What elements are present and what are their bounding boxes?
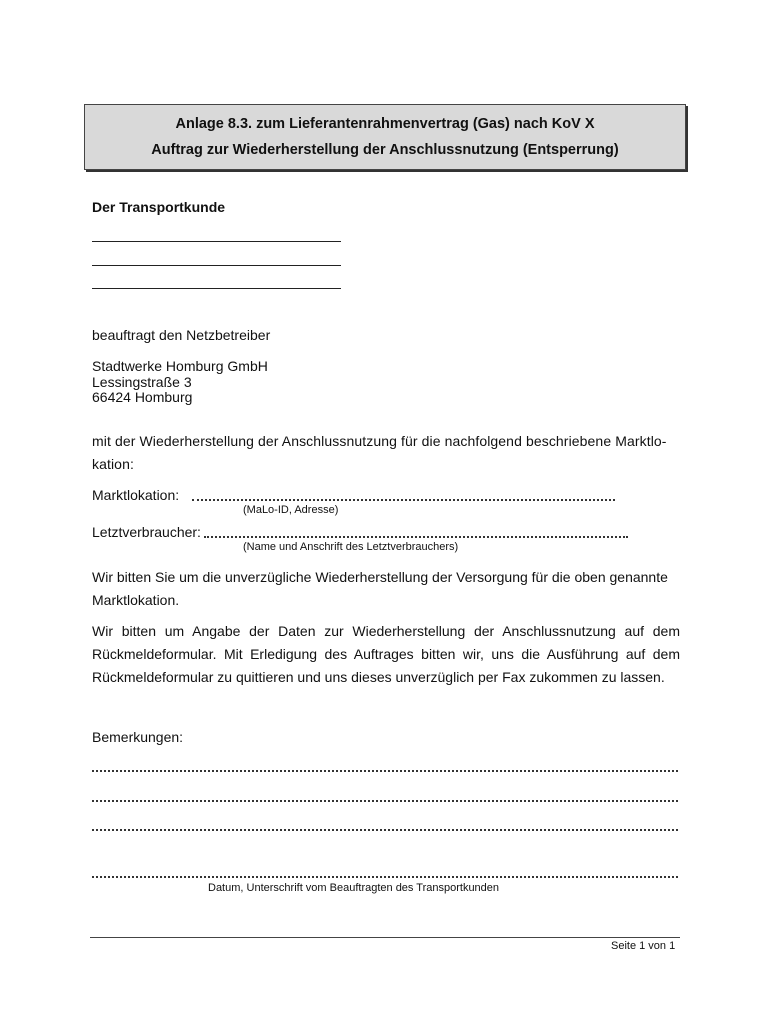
transportkunde-blank-line-3 [92, 288, 341, 289]
footer-rule [90, 937, 680, 938]
netzbetreiber-city: 66424 Homburg [92, 389, 193, 405]
marktlokation-hint: (MaLo-ID, Adresse) [243, 504, 339, 516]
signature-dotted-line [92, 876, 678, 878]
intro-paragraph: mit der Wiederherstellung der Anschlussnutzung für die nachfolgend beschriebene Marktlo-kation: [92, 433, 667, 472]
letztverbraucher-label: Letztverbraucher: [92, 524, 201, 540]
marktlokation-dotted-line [192, 499, 615, 501]
request-paragraph-1: Wir bitten Sie um die unverzügliche Wiederherstellung der Versorgung für die oben genannte Marktlokation. [92, 569, 668, 608]
netzbetreiber-name: Stadtwerke Homburg GmbH [92, 358, 268, 374]
letztverbraucher-dotted-line [204, 536, 628, 538]
bemerkungen-dotted-line-3 [92, 829, 678, 831]
marktlokation-label: Marktlokation: [92, 487, 180, 503]
request-paragraph-2: Wir bitten um Angabe der Daten zur Wiederherstellung der Anschlussnutzung auf dem Rückmeldeformular. Mit Erledigung des Auftrages bitten wir, uns die Ausführung auf dem Rückmeldeformular zu quittieren und uns dieses unverzüglich per Fax zukommen zu lassen. [92, 623, 680, 685]
transportkunde-heading: Der Transportkunde [92, 199, 226, 215]
netzbetreiber-street: Lessingstraße 3 [92, 374, 192, 390]
bemerkungen-dotted-line-1 [92, 770, 678, 772]
bemerkungen-label: Bemerkungen: [92, 729, 184, 745]
letztverbraucher-hint: (Name und Anschrift des Letztverbrauchers) [243, 541, 459, 553]
bemerkungen-dotted-line-2 [92, 800, 678, 802]
transportkunde-blank-line-1 [92, 241, 341, 242]
title-line-1: Anlage 8.3. zum Lieferantenrahmenvertrag (Gas) nach KoV X [175, 116, 595, 132]
page-number: Seite 1 von 1 [611, 940, 676, 952]
signature-hint: Datum, Unterschrift vom Beauftragten des Transportkunden [208, 882, 500, 894]
transportkunde-blank-line-2 [92, 265, 341, 266]
title-box [84, 104, 686, 170]
title-line-2: Auftrag zur Wiederherstellung der Anschlussnutzung (Entsperrung) [151, 142, 619, 158]
beauftragt-text: beauftragt den Netzbetreiber [92, 327, 271, 343]
